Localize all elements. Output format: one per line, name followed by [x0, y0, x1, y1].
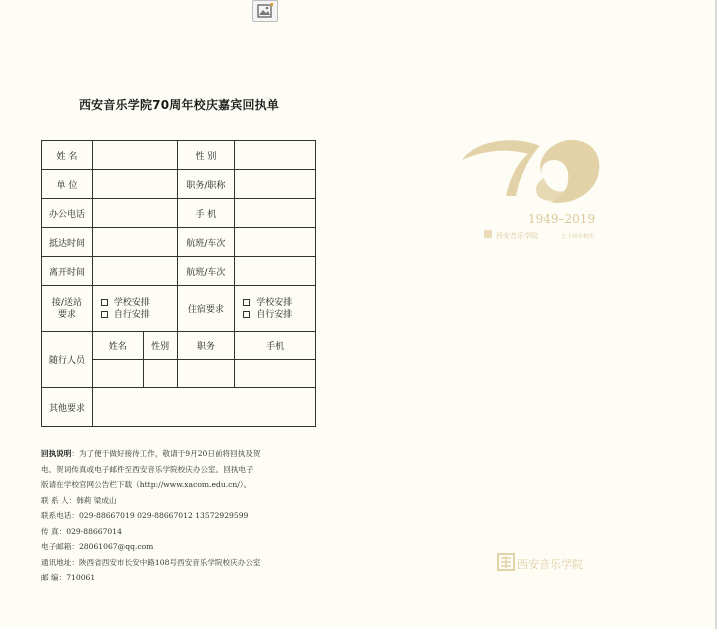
- arrival-field[interactable]: [92, 228, 177, 257]
- contact-person: 联 系 人：韩莉 梁成山: [41, 495, 117, 505]
- gender-field[interactable]: [235, 141, 316, 170]
- departure-label: 离开时间: [42, 257, 93, 286]
- logo-years: 1949–2019: [528, 212, 596, 226]
- departure-field[interactable]: [92, 257, 177, 286]
- arrival-flight-label: 航班/车次: [177, 228, 235, 257]
- logo-school-name: 西安音乐学院: [496, 232, 538, 240]
- notes-line-3: 版请在学校官网公告栏下载（http://www.xacom.edu.cn/）。: [41, 480, 252, 489]
- pickup-option-school[interactable]: 学校安排: [101, 297, 177, 309]
- companion-name-field[interactable]: [92, 360, 143, 388]
- pickup-label: [42, 286, 93, 332]
- companion-header-gender: 性别: [143, 332, 177, 360]
- emblem-school-name: 西安音乐学院: [517, 558, 583, 571]
- mobile-field[interactable]: [235, 199, 316, 228]
- lodging-label: 住宿要求: [177, 286, 235, 332]
- page-title: 西安音乐学院70周年校庆嘉宾回执单: [78, 98, 280, 112]
- lodging-option-self[interactable]: 自行安排: [243, 309, 315, 321]
- unit-field[interactable]: [92, 170, 177, 199]
- companion-header-position: 职务: [177, 332, 235, 360]
- other-label: 其他要求: [42, 388, 93, 427]
- lodging-option-school[interactable]: 学校安排: [243, 297, 315, 309]
- notes-heading: 回执说明: [41, 449, 72, 458]
- contact-postcode: 邮 编：710061: [41, 573, 96, 582]
- companions-label: 随行人员: [42, 332, 93, 388]
- name-field[interactable]: [92, 141, 177, 170]
- notes-line-2: 电、贺词传真或电子邮件至西安音乐学院校庆办公室。回执电子: [41, 464, 254, 474]
- position-field[interactable]: [235, 170, 316, 199]
- companion-header-name: 姓名: [92, 332, 143, 360]
- arrival-label: 抵达时间: [42, 228, 93, 257]
- checkbox-icon[interactable]: [101, 311, 108, 318]
- logo-anniversary: 七十周年校庆: [561, 234, 595, 240]
- school-emblem-logo: [497, 552, 587, 574]
- checkbox-icon[interactable]: [101, 299, 108, 306]
- reply-notes: [41, 446, 321, 586]
- position-label: 职务/职称: [177, 170, 235, 199]
- lodging-options: [235, 286, 316, 332]
- other-field[interactable]: [92, 388, 315, 427]
- name-label: 姓 名: [42, 141, 93, 170]
- pickup-options: [92, 286, 177, 332]
- departure-flight-field[interactable]: [235, 257, 316, 286]
- anniversary-70-logo: [458, 132, 608, 242]
- companion-header-mobile: 手机: [235, 332, 316, 360]
- image-icon[interactable]: [252, 0, 278, 22]
- contact-phone: 联系电话：029-88667019 029-88667012 13572929599: [41, 511, 249, 520]
- departure-flight-label: 航班/车次: [177, 257, 235, 286]
- companion-gender-field[interactable]: [143, 360, 177, 388]
- notes-line-1: 回执说明：为了便于做好接待工作，敬请于9月20日前将回执及贺: [41, 449, 261, 458]
- office-phone-label: 办公电话: [42, 199, 93, 228]
- mobile-label: 手 机: [177, 199, 235, 228]
- office-phone-field[interactable]: [92, 199, 177, 228]
- checkbox-icon[interactable]: [243, 299, 250, 306]
- reply-form-table: [41, 140, 316, 427]
- checkbox-icon[interactable]: [243, 311, 250, 318]
- arrival-flight-field[interactable]: [235, 228, 316, 257]
- companion-position-field[interactable]: [177, 360, 235, 388]
- pickup-option-self[interactable]: 自行安排: [101, 309, 177, 321]
- unit-label: 单 位: [42, 170, 93, 199]
- contact-address: 通讯地址：陕西省西安市长安中路108号西安音乐学院校庆办公室: [41, 557, 261, 567]
- gender-label: 性 别: [177, 141, 235, 170]
- contact-fax: 传 真：029-88667014: [41, 526, 122, 536]
- contact-email: 电子邮箱：28061067@qq.com: [41, 542, 154, 551]
- pickup-label-text: 接/送站要求: [51, 297, 82, 320]
- companion-mobile-field[interactable]: [235, 360, 316, 388]
